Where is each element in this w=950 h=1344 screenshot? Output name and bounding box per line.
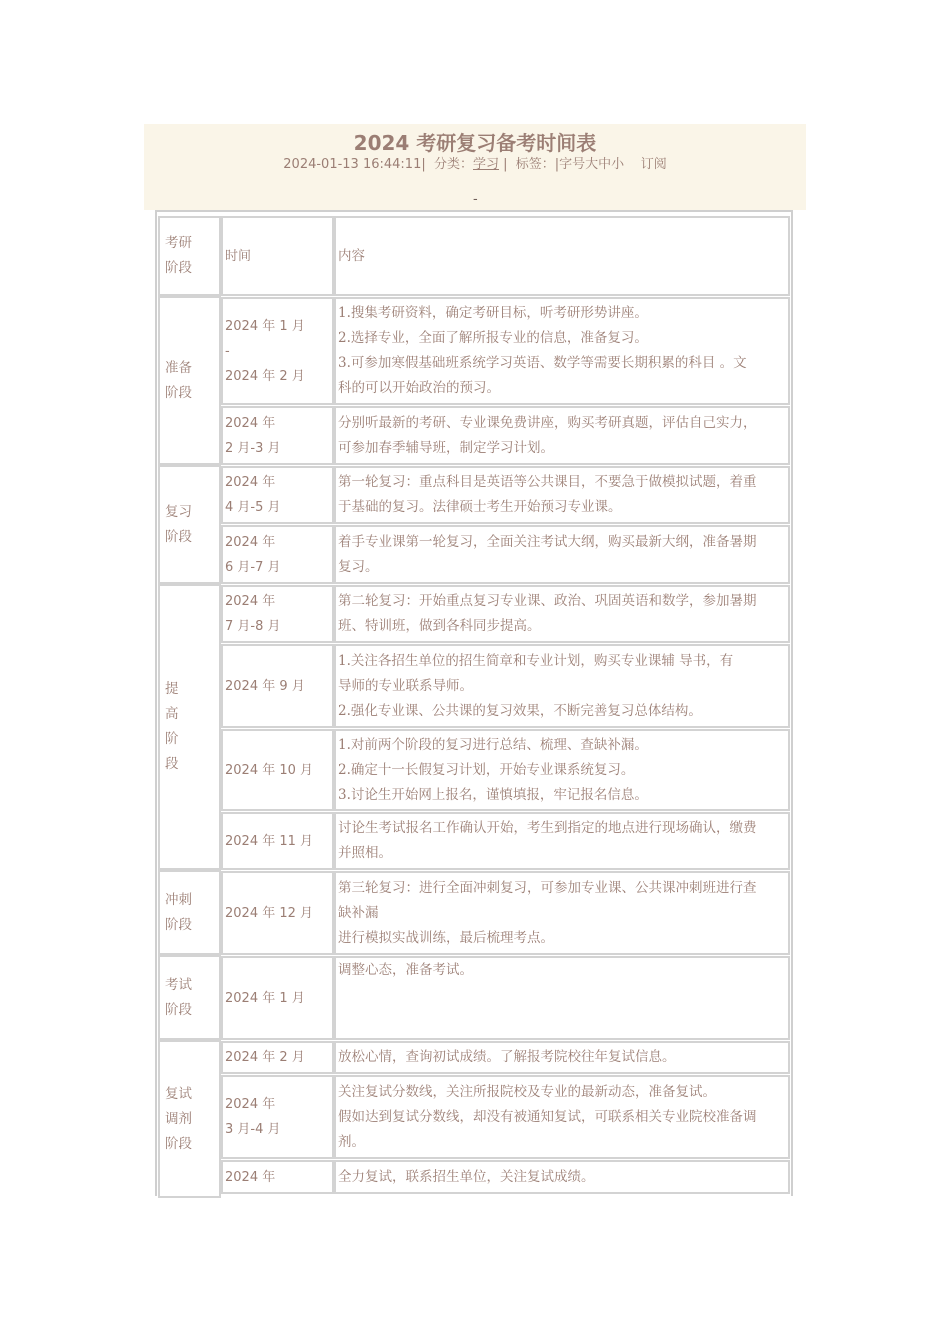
- content-cell-line: 于基础的复习。法律硕士考生开始预习专业课。: [338, 499, 622, 515]
- time-cell-line: 3 月-4 月: [225, 1122, 281, 1137]
- header-time: [221, 216, 334, 296]
- stage-cell-line: 高: [165, 706, 179, 722]
- stage-cell-line: 复习: [165, 503, 192, 520]
- content-cell-line: 着手专业课第一轮复习，全面关注考试大纲，购买最新大纲，准备暑期: [338, 533, 757, 550]
- content-cell-line: 导师的专业联系导师。: [338, 677, 473, 694]
- content-cell: [334, 644, 790, 728]
- content-cell-line: 2.选择专业，全面了解所报专业的信息，准备复习。: [338, 330, 648, 346]
- content-cell: [334, 1160, 790, 1194]
- time-cell: [221, 466, 334, 524]
- stage-cell-line: 阶段: [165, 1001, 192, 1018]
- content-cell-line: 第一轮复习：重点科目是英语等公共课目，不要急于做模拟试题，着重: [338, 474, 757, 490]
- time-cell-line: 2 月-3 月: [225, 440, 281, 456]
- stage-cell: [158, 584, 221, 870]
- time-cell-line: 2024 年: [225, 534, 276, 550]
- time-cell-line: 2024 年 11 月: [225, 833, 314, 849]
- content-cell-line: 全力复试，联系招生单位，关注复试成绩。: [338, 1168, 595, 1185]
- article-meta: [144, 153, 806, 172]
- time-cell-line: 6 月-7 月: [225, 559, 281, 575]
- time-cell-line: 2024 年 2 月: [225, 1050, 305, 1065]
- time-cell-line: 2024 年 1 月: [225, 990, 305, 1006]
- time-cell-line: 2024 年: [225, 1097, 276, 1112]
- stage-cell-line: 冲刺: [165, 891, 192, 908]
- content-cell-line: 2.确定十一长假复习计划，开始专业课系统复习。: [338, 761, 635, 778]
- meta-date-category: 2024-01-13 16:44:11| 分类：: [283, 157, 473, 172]
- stage-cell-line: 阶段: [165, 528, 192, 545]
- content-cell: [334, 466, 790, 524]
- stage-cell-line: 调剂: [165, 1110, 192, 1127]
- content-cell-line: 第二轮复习：开始重点复习专业课、政治、巩固英语和数学，参加暑期: [338, 593, 757, 609]
- content-cell-line: 科的可以开始政治的预习。: [338, 380, 500, 396]
- time-cell: [221, 585, 334, 643]
- time-cell: [221, 871, 334, 955]
- stage-cell-line: 阶段: [165, 1135, 192, 1152]
- content-cell: [334, 406, 790, 465]
- stage-cell: [158, 465, 221, 584]
- stage-cell-line: 准备: [165, 359, 192, 376]
- content-cell-line: 复习。: [338, 558, 379, 575]
- time-cell: [221, 1075, 334, 1159]
- category-link[interactable]: 学习: [473, 157, 500, 172]
- content-cell-line: 1.关注各招生单位的招生简章和专业计划，购买专业课辅 导书，有: [338, 652, 734, 669]
- content-cell-line: 进行模拟实战训练，最后梳理考点。: [338, 929, 554, 946]
- stage-cell: [158, 296, 221, 465]
- content-cell-line: 缺补漏: [338, 904, 379, 921]
- content-cell-line: 3.讨论生开始网上报名，谨慎填报，牢记报名信息。: [338, 786, 648, 803]
- meta-tags-label: | 标签：: [499, 157, 555, 172]
- stage-cell-line: 阶段: [165, 916, 192, 933]
- content-cell-line: 3.可参加寒假基础班系统学习英语、数学等需要长期积累的科目 。文: [338, 355, 747, 371]
- time-cell: [221, 406, 334, 465]
- stage-cell: [158, 1040, 221, 1198]
- content-cell-line: 假如达到复试分数线，却没有被通知复试，可联系相关专业院校准备调: [338, 1108, 757, 1125]
- content-cell: [334, 871, 790, 955]
- time-cell-line: 2024 年 2 月: [225, 368, 305, 384]
- content-cell: [334, 729, 790, 811]
- time-cell: [221, 644, 334, 728]
- time-cell-line: 2024 年: [225, 475, 276, 490]
- header-time-line: 时间: [225, 248, 252, 264]
- separator-dash: -: [473, 192, 478, 207]
- stage-cell-line: 考试: [165, 976, 192, 993]
- content-cell-line: 放松心情，查询初试成绩。了解报考院校往年复试信息。: [338, 1049, 676, 1065]
- time-cell: [221, 297, 334, 405]
- time-cell-line: 2024 年 10 月: [225, 762, 314, 778]
- content-cell-line: 调整心态，准备考试。: [338, 962, 473, 978]
- time-cell-line: 7 月-8 月: [225, 619, 281, 634]
- content-cell: [334, 812, 790, 870]
- article-title: 2024 考研复习备考时间表: [353, 131, 597, 155]
- header-content: [334, 216, 790, 296]
- stage-cell: [158, 870, 221, 955]
- header-stage: [158, 216, 221, 296]
- stage-cell-line: 段: [165, 756, 179, 772]
- content-cell-line: 班、特训班，做到各科同步提高。: [338, 618, 541, 634]
- time-cell-line: 2024 年 9 月: [225, 678, 305, 694]
- stage-cell-line: 提: [165, 681, 179, 697]
- content-cell: [334, 1041, 790, 1074]
- content-cell-line: 剂。: [338, 1133, 365, 1150]
- content-cell-line: 关注复试分数线，关注所报院校及专业的最新动态，准备复试。: [338, 1083, 716, 1100]
- time-cell-line: 2024 年: [225, 1169, 276, 1185]
- time-cell-line: 2024 年 1 月: [225, 318, 305, 334]
- content-cell: [334, 585, 790, 643]
- content-cell: [334, 297, 790, 405]
- content-cell: [334, 956, 790, 1040]
- stage-cell-line: 阶: [165, 731, 179, 747]
- time-cell-line: 2024 年: [225, 415, 276, 431]
- content-cell-line: 并照相。: [338, 845, 392, 861]
- content-cell-line: 可参加春季辅导班，制定学习计划。: [338, 439, 554, 456]
- header-stage-line: 考研: [165, 235, 192, 251]
- content-cell-line: 分别听最新的考研、专业课免费讲座，购买考研真题，评估自己实力，: [338, 414, 757, 431]
- stage-cell-line: 阶段: [165, 384, 192, 401]
- content-cell: [334, 525, 790, 584]
- content-cell-line: 2.强化专业课、公共课的复习效果，不断完善复习总体结构。: [338, 702, 702, 719]
- time-cell: [221, 956, 334, 1040]
- content-cell-line: 1.搜集考研资料，确定考研目标，听考研形势讲座。: [338, 305, 648, 321]
- time-cell-line: 4 月-5 月: [225, 500, 281, 515]
- time-cell: [221, 729, 334, 811]
- content-cell-line: 1.对前两个阶段的复习进行总结、梳理、查缺补漏。: [338, 736, 648, 753]
- meta-font-subscribe[interactable]: |字号大中小 订阅: [554, 157, 667, 172]
- time-cell-line: -: [225, 343, 230, 359]
- time-cell: [221, 1160, 334, 1194]
- stage-cell: [158, 955, 221, 1040]
- content-cell-line: 第三轮复习：进行全面冲刺复习，可参加专业课、公共课冲刺班进行查: [338, 879, 757, 896]
- header-stage-line: 阶段: [165, 260, 192, 276]
- time-cell: [221, 1041, 334, 1074]
- content-cell: [334, 1075, 790, 1159]
- time-cell: [221, 525, 334, 584]
- header-content-line: 内容: [338, 247, 365, 264]
- time-cell: [221, 812, 334, 870]
- time-cell-line: 2024 年 12 月: [225, 905, 314, 921]
- stage-cell-line: 复试: [165, 1085, 192, 1102]
- time-cell-line: 2024 年: [225, 594, 276, 609]
- content-cell-line: 讨论生考试报名工作确认开始，考生到指定的地点进行现场确认，缴费: [338, 820, 757, 836]
